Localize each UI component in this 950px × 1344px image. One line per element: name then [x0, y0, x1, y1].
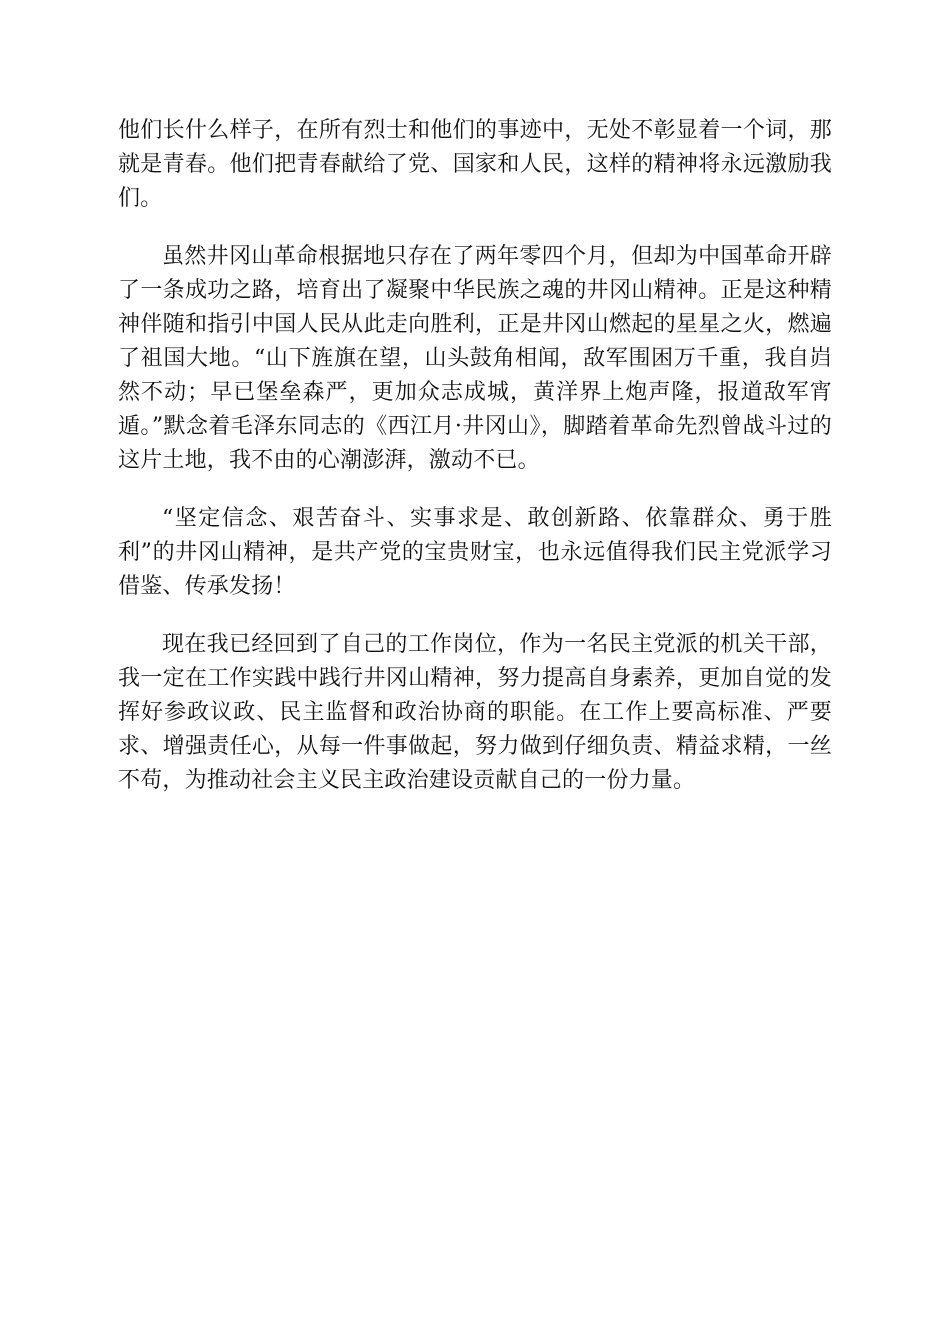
paragraph-jinggangshan-history: 虽然井冈山革命根据地只存在了两年零四个月，但却为中国革命开辟了一条成功之路，培育出了凝聚中华民族之魂的井冈山精神。正是这种精神伴随和指引中国人民从此走向胜利，正是井冈山燃起的星星之火，燃遍了祖国大地。“山下旌旗在望，山头鼓角相闻，敌军围困万千重，我自岿然不动；早已堡垒森严，更加众志成城，黄洋界上炮声隆，报道敌军宵遁。”默念着毛泽东同志的《西江月·井冈山》，脚踏着革命先烈曾战斗过的这片土地，我不由的心潮澎湃，激动不已。	[118, 244, 832, 473]
paragraph-jinggangshan-spirit: “坚定信念、艰苦奋斗、实事求是、敢创新路、依靠群众、勇于胜利”的井冈山精神，是共产党的宝贵财宝，也永远值得我们民主党派学习借鉴、传承发扬！	[118, 506, 832, 599]
document-body	[118, 114, 832, 822]
paragraph-continuation: 他们长什么样子，在所有烈士和他们的事迹中，无处不彰显着一个词，那就是青春。他们把青春献给了党、国家和人民，这样的精神将永远激励我们。	[118, 118, 832, 211]
paragraph-work-commitment: 现在我已经回到了自己的工作岗位，作为一名民主党派的机关干部，我一定在工作实践中践行井冈山精神，努力提高自身素养，更加自觉的发挥好参政议政、民主监督和政治协商的职能。在工作上要高标准、严要求、增强责任心，从每一件事做起，努力做到仔细负责、精益求精，一丝不苟，为推动社会主义民主政治建设贡献自己的一份力量。	[118, 632, 832, 793]
